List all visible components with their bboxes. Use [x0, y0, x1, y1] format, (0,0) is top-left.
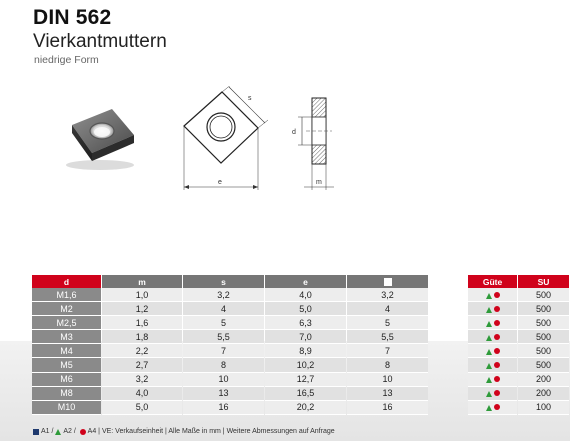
cell-su: 500: [518, 344, 569, 358]
triangle-icon: [486, 363, 492, 369]
cell-su: 200: [518, 387, 569, 401]
cell-m: 5,0: [102, 401, 182, 415]
cell-square: 8: [347, 358, 428, 372]
dot-icon: [494, 404, 500, 410]
cell-square: 16: [347, 401, 428, 415]
cell-e: 16,5: [265, 387, 346, 401]
legend-a1: A1: [40, 428, 50, 435]
cell-su: 500: [518, 302, 569, 316]
col-header-su: SU: [518, 275, 569, 288]
cell-guete: [468, 358, 517, 372]
cell-d: M5: [32, 358, 101, 372]
cell-d: M2,5: [32, 316, 101, 330]
cell-s: 13: [183, 387, 264, 401]
cell-m: 1,6: [102, 316, 182, 330]
cell-m: 2,7: [102, 358, 182, 372]
table-row: [468, 387, 569, 401]
cell-s: 10: [183, 373, 264, 387]
table-row: [32, 302, 428, 316]
dot-icon: [494, 362, 500, 368]
white-square-icon: [384, 278, 392, 286]
dot-icon: [494, 306, 500, 312]
cell-square: 10: [347, 373, 428, 387]
table-row: [32, 316, 428, 330]
col-header-e: e: [265, 275, 346, 288]
cell-guete: [468, 316, 517, 330]
cell-e: 8,9: [265, 344, 346, 358]
legend-a2: A2: [63, 428, 72, 435]
triangle-icon: [486, 349, 492, 355]
product-photo: [52, 95, 142, 175]
dot-icon: [494, 334, 500, 340]
cell-d: M2: [32, 302, 101, 316]
cell-square: 13: [347, 387, 428, 401]
table-row: [32, 358, 428, 372]
cell-guete: [468, 401, 517, 415]
table-row: [32, 387, 428, 401]
cell-square: 5: [347, 316, 428, 330]
dot-icon: [494, 376, 500, 382]
cell-m: 1,8: [102, 330, 182, 344]
triangle-icon: [486, 293, 492, 299]
table-row: [468, 358, 569, 372]
dot-icon: [494, 390, 500, 396]
cell-e: 20,2: [265, 401, 346, 415]
legend-sep: /: [71, 428, 78, 435]
triangle-icon: [486, 391, 492, 397]
cell-e: 10,2: [265, 358, 346, 372]
cell-d: M4: [32, 344, 101, 358]
legend-footer: [33, 428, 335, 435]
cell-e: 7,0: [265, 330, 346, 344]
cell-m: 2,2: [102, 344, 182, 358]
table-header-row: [468, 275, 569, 288]
cell-e: 5,0: [265, 302, 346, 316]
cell-s: 16: [183, 401, 264, 415]
table-row: [468, 288, 569, 302]
form-note: niedrige Form: [34, 54, 99, 66]
cell-su: 500: [518, 316, 569, 330]
cell-d: M6: [32, 373, 101, 387]
table-row: [32, 344, 428, 358]
cell-e: 12,7: [265, 373, 346, 387]
triangle-icon: [486, 321, 492, 327]
table-row: [468, 401, 569, 415]
cell-m: 1,0: [102, 288, 182, 302]
page-title: DIN 562: [33, 6, 112, 29]
cell-d: M8: [32, 387, 101, 401]
table-row: [468, 316, 569, 330]
table-row: [468, 330, 569, 344]
dimension-table: [31, 275, 429, 415]
table-row: [32, 373, 428, 387]
cell-guete: [468, 288, 517, 302]
cell-square: 7: [347, 344, 428, 358]
dot-icon: [494, 348, 500, 354]
dim-label-m: m: [316, 179, 322, 186]
cell-square: 4: [347, 302, 428, 316]
cell-guete: [468, 330, 517, 344]
triangle-icon: [55, 429, 61, 435]
cell-s: 7: [183, 344, 264, 358]
page-subtitle: Vierkantmuttern: [33, 31, 167, 52]
cell-s: 5,5: [183, 330, 264, 344]
col-header-guete: Güte: [468, 275, 517, 288]
table-row: [32, 330, 428, 344]
cell-guete: [468, 302, 517, 316]
triangle-icon: [486, 307, 492, 313]
table-row: [468, 302, 569, 316]
cell-guete: [468, 373, 517, 387]
cell-s: 3,2: [183, 288, 264, 302]
cell-s: 4: [183, 302, 264, 316]
col-header-s: s: [183, 275, 264, 288]
col-header-m: m: [102, 275, 182, 288]
square-icon: [33, 429, 39, 435]
quality-table: [467, 275, 570, 415]
cell-d: M10: [32, 401, 101, 415]
legend-text: | VE: Verkaufseinheit | Alle Maße in mm | Weitere Abmessungen auf Anfrage: [96, 428, 335, 435]
cell-guete: [468, 387, 517, 401]
triangle-icon: [486, 377, 492, 383]
cell-e: 6,3: [265, 316, 346, 330]
dot-icon: [494, 292, 500, 298]
dim-label-d: d: [292, 129, 296, 136]
cell-m: 4,0: [102, 387, 182, 401]
cell-d: M3: [32, 330, 101, 344]
cell-su: 100: [518, 401, 569, 415]
dim-label-s: s: [248, 95, 252, 102]
dot-icon: [494, 320, 500, 326]
cell-su: 200: [518, 373, 569, 387]
cell-square: 3,2: [347, 288, 428, 302]
cell-d: M1,6: [32, 288, 101, 302]
table-row: [468, 344, 569, 358]
triangle-icon: [486, 405, 492, 411]
cell-m: 3,2: [102, 373, 182, 387]
legend-sep: /: [49, 428, 56, 435]
table-row: [32, 288, 428, 302]
legend-a4: A4: [87, 428, 97, 435]
triangle-icon: [486, 335, 492, 341]
cell-m: 1,2: [102, 302, 182, 316]
cell-e: 4,0: [265, 288, 346, 302]
cell-square: 5,5: [347, 330, 428, 344]
col-header-d: d: [32, 275, 101, 288]
cell-s: 8: [183, 358, 264, 372]
cell-guete: [468, 344, 517, 358]
dim-label-e: e: [218, 179, 222, 186]
cell-su: 500: [518, 330, 569, 344]
table-header-row: [32, 275, 428, 288]
table-row: [468, 373, 569, 387]
technical-drawing: [176, 86, 346, 194]
cell-su: 500: [518, 358, 569, 372]
table-row: [32, 401, 428, 415]
cell-su: 500: [518, 288, 569, 302]
cell-s: 5: [183, 316, 264, 330]
col-header-square: [347, 275, 428, 288]
dot-icon: [80, 429, 86, 435]
